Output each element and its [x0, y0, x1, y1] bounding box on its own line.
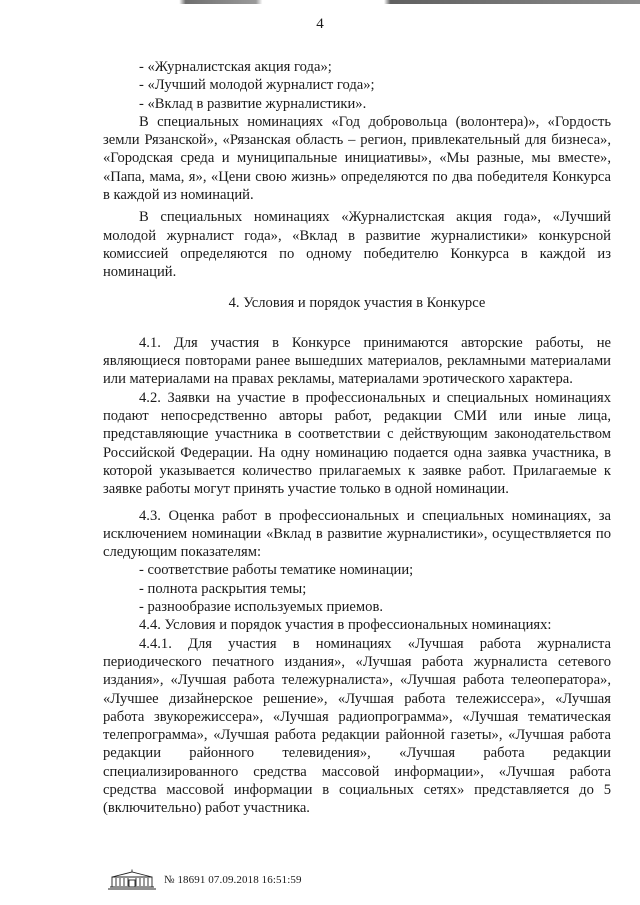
list-item: - «Лучший молодой журналист года»; [139, 77, 375, 94]
paragraph-4-2: 4.2. Заявки на участие в профессиональных и специальных номинациях подают непосредственно авторы работ, редакции СМИ или иные лица, представляющие участника в соответствии с действующим законодательством Российской Федерации. На одну номинацию подается одна заявка участника, в которой указывается количество прилагаемых к заявке работ. Прилагаемые к заявке работы могут принять участие только в одной номинации. [103, 389, 611, 498]
criteria-item: - полнота раскрытия темы; [139, 580, 307, 597]
government-building-stamp-icon [106, 869, 158, 891]
page-number: 4 [316, 16, 324, 32]
paragraph-special-nominations-two-winners: В специальных номинациях «Год добровольца (волонтера)», «Гордость земли Рязанской», «Рязанская область – регион, привлекательный для бизнеса», «Городская среда и муниципальные инициативы», «Мы разные, мы вместе», «Папа, мама, я», «Цени свою жизнь» определяются по два победителя Конкурса в каждой из номинаций. [103, 113, 611, 204]
criteria-item: - разнообразие используемых приемов. [139, 599, 383, 616]
paragraph-4-4: 4.4. Условия и порядок участия в профессиональных номинациях: [139, 617, 552, 634]
list-item: - «Журналистская акция года»; [139, 59, 332, 75]
registry-number-timestamp: № 18691 07.09.2018 16:51:59 [164, 874, 302, 886]
document-footer [106, 869, 302, 891]
paragraph-special-nominations-one-winner: В специальных номинациях «Журналистская акция года», «Лучший молодой журналист года», «Вклад в развитие журналистики» конкурсной комиссией определяются по одному победителю Конкурса в каждой из номинаций. [103, 209, 611, 281]
criteria-item: - соответствие работы тематике номинации; [139, 562, 414, 579]
document-body [103, 58, 611, 818]
scan-edge-artifact [0, 0, 640, 4]
section-heading: 4. Условия и порядок участия в Конкурсе [228, 294, 486, 311]
paragraph-4-4-1: 4.4.1. Для участия в номинациях «Лучшая работа журналиста периодического печатного издания», «Лучшая работа журналиста сетевого издания», «Лучшая работа тележурналиста», «Лучшая работа телеоператора», «Лучшее дизайнерское решение», «Лучшая работа тележиссера», «Лучшая работа звукорежиссера», «Лучшая радиопрограмма», «Лучшая тематическая телепрограмма», «Лучшая работа редакции районной газеты», «Лучшая работа редакции районного телевидения», «Лучшая работа редакции специализированного средства массовой информации», «Лучшая работа средства массовой информации в социальных сетях» представляется до 5 (включительно) работ участника. [103, 635, 611, 817]
list-item: - «Вклад в развитие журналистики». [139, 95, 367, 112]
paragraph-4-3: 4.3. Оценка работ в профессиональных и специальных номинациях, за исключением номинации «Вклад в развитие журналистики», осуществляется по следующим показателям: [103, 507, 611, 561]
paragraph-4-1: 4.1. Для участия в Конкурсе принимаются авторские работы, не являющиеся повторами ранее вышедших материалов, рекламными материалами или материалами на правах рекламы, материалами эротического характера. [103, 334, 611, 388]
